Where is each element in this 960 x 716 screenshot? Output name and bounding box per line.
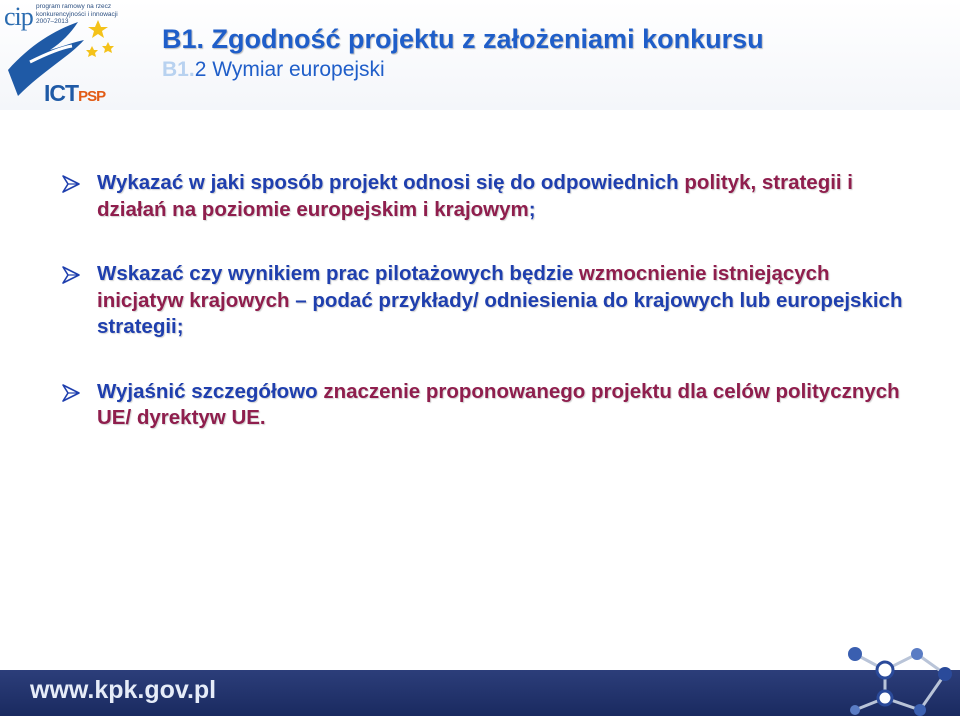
- slide-header: [162, 24, 764, 82]
- slide-title: B1. Zgodność projektu z założeniami konkursu: [162, 24, 764, 54]
- network-molecule-icon: [825, 640, 960, 716]
- bullet-list: [60, 170, 920, 470]
- bullet-item: Wyjaśnić szczegółowo znaczenie proponowanego projektu dla celów politycznych UE/ dyrektyw UE.: [60, 379, 920, 432]
- bullet-item: Wykazać w jaki sposób projekt odnosi się do odpowiednich polityk, strategii i działań na poziomie europejskim i krajowym;: [60, 170, 920, 223]
- slide-subtitle: B1.2 Wymiar europejski: [162, 58, 385, 81]
- cip-ict-psp-logo: [0, 0, 130, 110]
- cip-logo-subtitle: program ramowy na rzecz konkurencyjności i innowacji 2007–2013: [36, 3, 118, 25]
- ict-psp-logo-text: ICTPSP: [44, 80, 106, 106]
- footer-bar: [0, 670, 960, 716]
- footer-url-link[interactable]: www.kpk.gov.pl: [30, 676, 217, 704]
- arrowhead-bullet-icon: [60, 173, 82, 195]
- cip-logo-text: cip: [4, 2, 33, 31]
- bullet-item: Wskazać czy wynikiem prac pilotażowych będzie wzmocnienie istniejących inicjatyw krajowych – podać przykłady/ odniesienia do krajowych lub europejskich strategii;: [60, 261, 920, 341]
- arrowhead-bullet-icon: [60, 382, 82, 404]
- arrowhead-bullet-icon: [60, 264, 82, 286]
